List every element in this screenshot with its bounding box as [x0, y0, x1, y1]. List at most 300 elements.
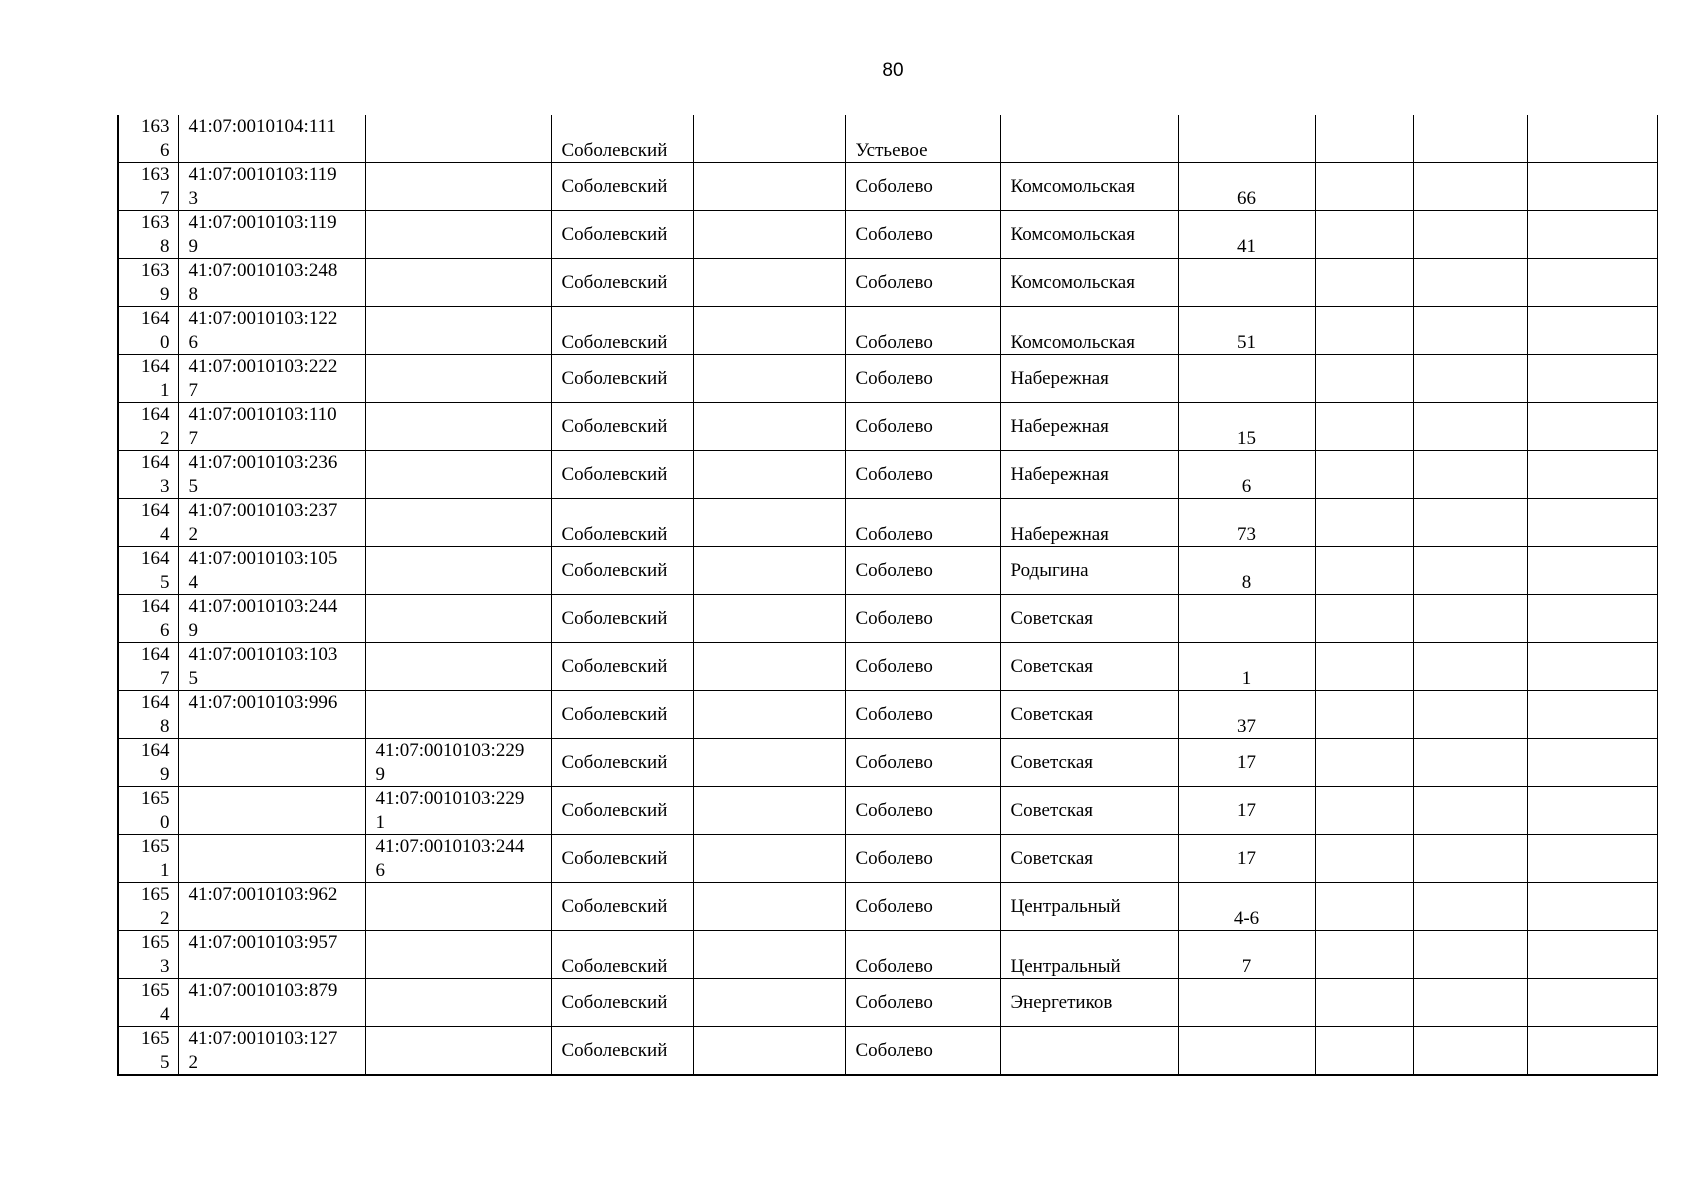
cell-empty — [1315, 451, 1413, 499]
row-number-line-2: 4 — [160, 1003, 170, 1025]
house-number — [1179, 259, 1315, 306]
table-row — [118, 595, 1657, 643]
cell-empty — [1527, 403, 1657, 451]
cadastral-line-1: 41:07:0010103:103 — [188, 644, 338, 665]
cell-house — [1178, 931, 1315, 979]
cell-house — [1178, 643, 1315, 691]
cell-cadastral-number-2 — [365, 739, 551, 787]
cell-empty — [1413, 355, 1527, 403]
district-name: Соболевский — [561, 655, 668, 677]
row-number-line-2: 1 — [160, 379, 170, 401]
cadastral-line-2: 7 — [188, 379, 198, 401]
cell-cadastral-number — [178, 259, 365, 307]
cell-house — [1178, 499, 1315, 547]
register-table — [117, 115, 1658, 1076]
settlement-name: Соболево — [855, 799, 933, 821]
cell-row-number — [118, 499, 178, 547]
settlement-name: Соболево — [855, 847, 933, 869]
cell-empty — [693, 739, 845, 787]
cell-settlement — [845, 595, 1000, 643]
cell-row-number — [118, 211, 178, 259]
cell-cadastral-number-2 — [365, 259, 551, 307]
settlement-name: Соболево — [855, 1039, 933, 1061]
district-name: Соболевский — [561, 140, 668, 161]
cell-house — [1178, 211, 1315, 259]
table-row — [118, 307, 1657, 355]
house-number: 73 — [1237, 524, 1256, 545]
cell-empty — [693, 115, 845, 163]
district-name: Соболевский — [561, 799, 668, 821]
cell-settlement — [845, 547, 1000, 595]
cell-empty — [1527, 787, 1657, 835]
row-number-line-1: 164 — [141, 500, 170, 521]
cell-settlement — [845, 643, 1000, 691]
cell-settlement — [845, 787, 1000, 835]
cell-cadastral-number — [178, 691, 365, 739]
cell-empty — [1315, 547, 1413, 595]
cell-empty — [1315, 835, 1413, 883]
cadastral-line-2: 9 — [188, 235, 198, 257]
row-number-line-1: 165 — [141, 980, 170, 1001]
street-name — [1001, 1027, 1178, 1074]
cell-empty — [1413, 643, 1527, 691]
street-name: Комсомольская — [1010, 175, 1135, 197]
cell-empty — [693, 499, 845, 547]
cell-street — [1000, 835, 1178, 883]
cell-empty — [693, 211, 845, 259]
street-name: Комсомольская — [1010, 332, 1135, 353]
row-number-line-1: 164 — [141, 308, 170, 329]
table-row — [118, 787, 1657, 835]
district-name: Соболевский — [561, 223, 668, 245]
cell-cadastral-number-2 — [365, 835, 551, 883]
cadastral-line-2: 41:07:0010104:111 — [188, 116, 336, 137]
settlement-name: Соболево — [855, 607, 933, 629]
cadastral2-line-2: 1 — [375, 811, 385, 833]
settlement-name: Соболево — [855, 991, 933, 1013]
row-number-line-1: 164 — [141, 452, 170, 473]
cell-empty — [1413, 115, 1527, 163]
cell-settlement — [845, 739, 1000, 787]
cell-empty — [693, 835, 845, 883]
cell-district — [551, 451, 693, 499]
cell-empty — [1315, 499, 1413, 547]
cell-empty — [693, 451, 845, 499]
street-name: Комсомольская — [1010, 223, 1135, 245]
row-number-line-1: 164 — [141, 740, 170, 761]
district-name: Соболевский — [561, 175, 668, 197]
cell-street — [1000, 547, 1178, 595]
cadastral-line-1: 41:07:0010103:237 — [188, 500, 338, 521]
row-number-line-1: 163 — [141, 212, 170, 233]
cadastral-line-2: 41:07:0010103:879 — [188, 980, 338, 1001]
cell-empty — [693, 307, 845, 355]
district-name: Соболевский — [561, 367, 668, 389]
cadastral-line-2: 7 — [188, 427, 198, 449]
house-number: 4-6 — [1233, 908, 1260, 929]
cadastral-line-2: 2 — [188, 523, 198, 545]
table-row — [118, 355, 1657, 403]
cell-street — [1000, 883, 1178, 931]
district-name: Соболевский — [561, 751, 668, 773]
cell-settlement — [845, 115, 1000, 163]
cell-empty — [1527, 547, 1657, 595]
cell-house — [1178, 259, 1315, 307]
settlement-name: Соболево — [855, 175, 933, 197]
cell-row-number — [118, 643, 178, 691]
cell-settlement — [845, 499, 1000, 547]
cell-settlement — [845, 163, 1000, 211]
cadastral-line-2: 6 — [188, 331, 198, 353]
house-number: 66 — [1237, 188, 1256, 209]
cell-cadastral-number — [178, 883, 365, 931]
cell-district — [551, 787, 693, 835]
cell-empty — [1527, 163, 1657, 211]
house-number — [1179, 979, 1315, 1026]
cell-empty — [1315, 403, 1413, 451]
cell-empty — [693, 979, 845, 1027]
cell-empty — [1527, 1027, 1657, 1076]
cell-street — [1000, 259, 1178, 307]
cell-row-number — [118, 403, 178, 451]
cell-house — [1178, 451, 1315, 499]
cell-empty — [1527, 643, 1657, 691]
district-name: Соболевский — [561, 607, 668, 629]
table-row — [118, 547, 1657, 595]
cell-house — [1178, 547, 1315, 595]
cell-row-number — [118, 163, 178, 211]
cadastral-line-2: 5 — [188, 667, 198, 689]
cell-cadastral-number-2 — [365, 595, 551, 643]
row-number-line-2: 7 — [160, 667, 170, 689]
district-name: Соболевский — [561, 559, 668, 581]
row-number-line-2: 5 — [160, 571, 170, 593]
cell-empty — [1315, 163, 1413, 211]
row-number-line-2: 0 — [160, 811, 170, 833]
cell-district — [551, 547, 693, 595]
cadastral-line-1: 41:07:0010103:119 — [188, 164, 337, 185]
district-name: Соболевский — [561, 332, 668, 353]
cell-cadastral-number-2 — [365, 307, 551, 355]
cell-empty — [1315, 595, 1413, 643]
cadastral-line-1: 41:07:0010103:244 — [188, 596, 338, 617]
cell-row-number — [118, 355, 178, 403]
cell-empty — [693, 787, 845, 835]
cell-row-number — [118, 115, 178, 163]
street-name: Советская — [1010, 751, 1094, 773]
cell-street — [1000, 451, 1178, 499]
cell-empty — [1527, 595, 1657, 643]
cell-empty — [1413, 451, 1527, 499]
cell-row-number — [118, 787, 178, 835]
cadastral-line-1: 41:07:0010103:127 — [188, 1028, 338, 1049]
cadastral-line-2: 2 — [188, 1051, 198, 1073]
cell-cadastral-number-2 — [365, 691, 551, 739]
street-name: Набережная — [1010, 524, 1109, 545]
cell-house — [1178, 691, 1315, 739]
cell-empty — [1315, 355, 1413, 403]
table-row — [118, 979, 1657, 1027]
cell-cadastral-number-2 — [365, 787, 551, 835]
row-number-line-2: 6 — [160, 139, 170, 161]
cell-settlement — [845, 355, 1000, 403]
table-row — [118, 1027, 1657, 1076]
street-name — [1001, 115, 1178, 162]
cell-empty — [1527, 211, 1657, 259]
cell-empty — [1413, 1027, 1527, 1076]
cell-district — [551, 835, 693, 883]
house-number — [1179, 115, 1315, 162]
cell-cadastral-number-2 — [365, 979, 551, 1027]
district-name: Соболевский — [561, 956, 668, 977]
cell-street — [1000, 115, 1178, 163]
row-number-line-2: 9 — [160, 763, 170, 785]
row-number-line-1: 163 — [141, 260, 170, 281]
cell-empty — [1315, 931, 1413, 979]
cell-empty — [1315, 979, 1413, 1027]
cell-empty — [693, 643, 845, 691]
cell-house — [1178, 115, 1315, 163]
table-row — [118, 835, 1657, 883]
row-number-line-1: 164 — [141, 548, 170, 569]
cell-house — [1178, 883, 1315, 931]
row-number-line-1: 164 — [141, 356, 170, 377]
cell-empty — [1315, 787, 1413, 835]
cadastral2-line-1: 41:07:0010103:244 — [375, 836, 525, 857]
cell-empty — [1315, 1027, 1413, 1076]
cell-street — [1000, 643, 1178, 691]
cell-settlement — [845, 259, 1000, 307]
table-row — [118, 259, 1657, 307]
house-number: 17 — [1237, 799, 1256, 821]
cell-empty — [1413, 547, 1527, 595]
cell-settlement — [845, 451, 1000, 499]
cell-row-number — [118, 931, 178, 979]
cell-empty — [1413, 307, 1527, 355]
cell-empty — [1315, 259, 1413, 307]
cell-cadastral-number — [178, 643, 365, 691]
cell-cadastral-number — [178, 547, 365, 595]
cell-district — [551, 739, 693, 787]
cell-empty — [1413, 739, 1527, 787]
row-number-line-2: 2 — [160, 427, 170, 449]
cell-house — [1178, 355, 1315, 403]
cell-empty — [693, 595, 845, 643]
cell-empty — [1527, 499, 1657, 547]
cell-empty — [1315, 691, 1413, 739]
cell-cadastral-number-2 — [365, 211, 551, 259]
street-name: Набережная — [1010, 367, 1109, 389]
cell-district — [551, 499, 693, 547]
cell-cadastral-number — [178, 307, 365, 355]
settlement-name: Соболево — [855, 524, 933, 545]
cell-row-number — [118, 451, 178, 499]
cell-empty — [1315, 643, 1413, 691]
cell-empty — [693, 403, 845, 451]
cell-cadastral-number-2 — [365, 883, 551, 931]
cell-empty — [1527, 451, 1657, 499]
row-number-line-2: 4 — [160, 523, 170, 545]
street-name: Набережная — [1010, 463, 1109, 485]
cell-district — [551, 115, 693, 163]
settlement-name: Соболево — [855, 895, 933, 917]
cadastral2-line-1: 41:07:0010103:229 — [375, 740, 525, 761]
cell-empty — [1527, 259, 1657, 307]
cell-empty — [1315, 307, 1413, 355]
district-name: Соболевский — [561, 1039, 668, 1061]
cell-row-number — [118, 979, 178, 1027]
cell-cadastral-number-2 — [365, 163, 551, 211]
cell-row-number — [118, 259, 178, 307]
cell-row-number — [118, 1027, 178, 1076]
cell-empty — [693, 931, 845, 979]
cell-district — [551, 211, 693, 259]
cell-empty — [1413, 835, 1527, 883]
cell-district — [551, 403, 693, 451]
cell-empty — [1413, 211, 1527, 259]
cell-cadastral-number-2 — [365, 643, 551, 691]
cell-empty — [1527, 931, 1657, 979]
cell-empty — [1527, 691, 1657, 739]
cell-district — [551, 643, 693, 691]
district-name: Соболевский — [561, 991, 668, 1013]
cadastral-line-2: 4 — [188, 571, 198, 593]
cadastral-line-2: 8 — [188, 283, 198, 305]
house-number — [1179, 355, 1315, 402]
cell-cadastral-number-2 — [365, 931, 551, 979]
row-number-line-2: 2 — [160, 907, 170, 929]
cadastral-line-2: 41:07:0010103:996 — [188, 692, 338, 713]
cell-street — [1000, 355, 1178, 403]
table-row — [118, 211, 1657, 259]
page-number: 80 — [882, 60, 904, 81]
cell-cadastral-number — [178, 979, 365, 1027]
cell-district — [551, 307, 693, 355]
cell-settlement — [845, 403, 1000, 451]
cell-empty — [1527, 883, 1657, 931]
street-name: Родыгина — [1010, 559, 1089, 581]
cell-house — [1178, 739, 1315, 787]
cell-empty — [693, 355, 845, 403]
district-name: Соболевский — [561, 271, 668, 293]
street-name: Центральный — [1010, 956, 1121, 977]
cell-district — [551, 883, 693, 931]
cell-street — [1000, 595, 1178, 643]
cell-district — [551, 259, 693, 307]
row-number-line-1: 164 — [141, 596, 170, 617]
settlement-name: Соболево — [855, 367, 933, 389]
cell-empty — [693, 1027, 845, 1076]
cell-empty — [1413, 691, 1527, 739]
row-number-line-1: 165 — [141, 884, 170, 905]
cell-empty — [1413, 931, 1527, 979]
house-number: 6 — [1241, 476, 1252, 497]
house-number — [1179, 1027, 1315, 1074]
cell-cadastral-number-2 — [365, 1027, 551, 1076]
settlement-name: Соболево — [855, 655, 933, 677]
cell-district — [551, 931, 693, 979]
row-number-line-2: 8 — [160, 715, 170, 737]
settlement-name: Соболево — [855, 223, 933, 245]
cadastral-line-2: 41:07:0010103:962 — [188, 884, 338, 905]
cell-empty — [693, 547, 845, 595]
street-name: Советская — [1010, 703, 1094, 725]
table-row — [118, 163, 1657, 211]
cell-cadastral-number — [178, 115, 365, 163]
cell-row-number — [118, 547, 178, 595]
cell-cadastral-number — [178, 835, 365, 883]
street-name: Энергетиков — [1010, 991, 1113, 1013]
row-number-line-2: 3 — [160, 475, 170, 497]
cell-empty — [1413, 163, 1527, 211]
cell-district — [551, 1027, 693, 1076]
cell-empty — [693, 259, 845, 307]
cell-cadastral-number — [178, 403, 365, 451]
row-number-line-1: 164 — [141, 644, 170, 665]
cell-empty — [1315, 739, 1413, 787]
settlement-name: Соболево — [855, 463, 933, 485]
cell-house — [1178, 163, 1315, 211]
row-number-line-2: 9 — [160, 283, 170, 305]
table-row — [118, 115, 1657, 163]
cell-district — [551, 355, 693, 403]
district-name: Соболевский — [561, 895, 668, 917]
cell-empty — [1527, 355, 1657, 403]
row-number-line-1: 164 — [141, 692, 170, 713]
table-row — [118, 451, 1657, 499]
cell-empty — [1413, 883, 1527, 931]
row-number-line-1: 164 — [141, 404, 170, 425]
row-number-line-2: 7 — [160, 187, 170, 209]
cell-empty — [1315, 883, 1413, 931]
street-name: Советская — [1010, 607, 1094, 629]
row-number-line-1: 165 — [141, 788, 170, 809]
cell-cadastral-number-2 — [365, 115, 551, 163]
cadastral-line-1: 41:07:0010103:248 — [188, 260, 338, 281]
cell-cadastral-number-2 — [365, 403, 551, 451]
cell-empty — [1527, 835, 1657, 883]
cadastral-line-2: 3 — [188, 187, 198, 209]
cell-street — [1000, 163, 1178, 211]
table-row — [118, 883, 1657, 931]
cell-settlement — [845, 307, 1000, 355]
cell-cadastral-number — [178, 211, 365, 259]
cell-empty — [1413, 403, 1527, 451]
cell-street — [1000, 931, 1178, 979]
house-number: 17 — [1237, 751, 1256, 773]
cell-street — [1000, 403, 1178, 451]
house-number: 17 — [1237, 847, 1256, 869]
cell-house — [1178, 979, 1315, 1027]
row-number-line-2: 3 — [160, 955, 170, 977]
cell-cadastral-number — [178, 595, 365, 643]
settlement-name: Соболево — [855, 559, 933, 581]
street-name: Советская — [1010, 847, 1094, 869]
cadastral2-line-2: 6 — [375, 859, 385, 881]
cell-cadastral-number-2 — [365, 355, 551, 403]
cadastral-line-1: 41:07:0010103:119 — [188, 212, 337, 233]
row-number-line-1: 165 — [141, 836, 170, 857]
cell-empty — [1315, 115, 1413, 163]
cadastral-line-2: 41:07:0010103:957 — [188, 932, 338, 953]
cell-empty — [693, 163, 845, 211]
table-row — [118, 643, 1657, 691]
cell-street — [1000, 787, 1178, 835]
cell-settlement — [845, 1027, 1000, 1076]
cell-cadastral-number — [178, 451, 365, 499]
row-number-line-1: 163 — [141, 116, 170, 137]
cadastral2-line-2: 9 — [375, 763, 385, 785]
